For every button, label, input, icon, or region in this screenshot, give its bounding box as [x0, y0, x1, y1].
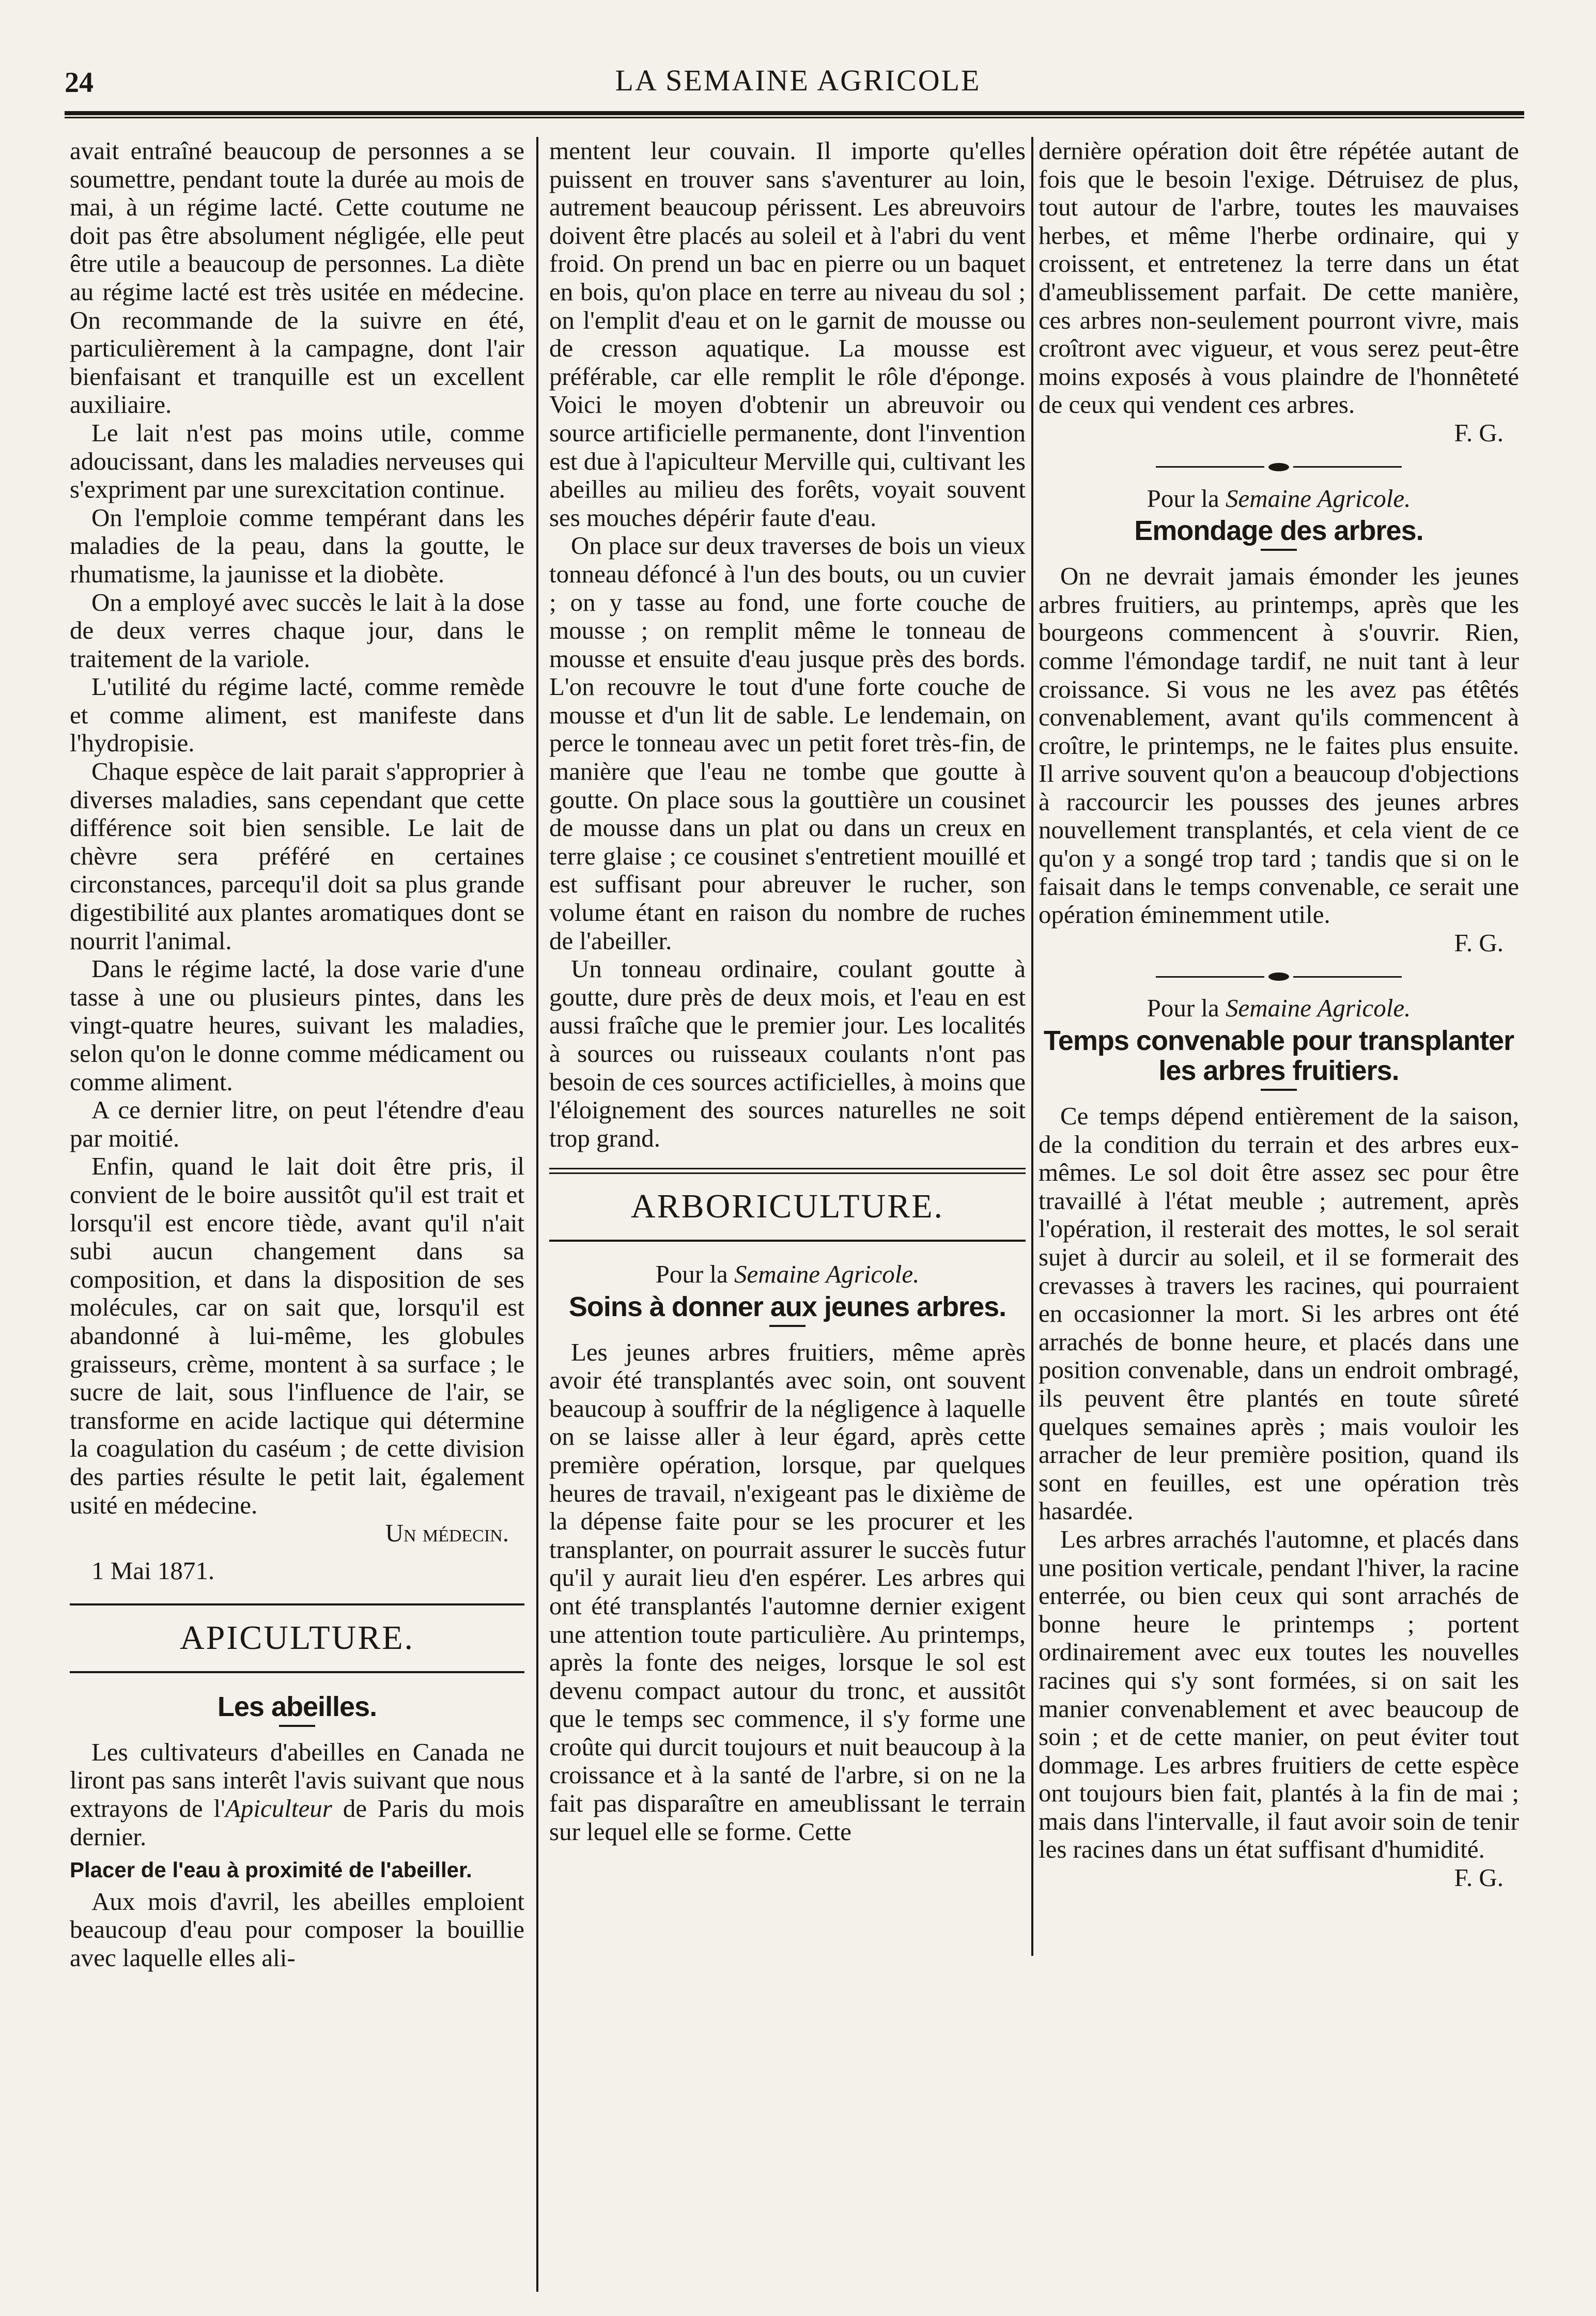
article-paragraph: Aux mois d'avril, les abeilles emploient beaucoup d'eau pour composer la bouillie avec laquelle elles ali- [70, 1887, 524, 1972]
article-paragraph: Ce temps dépend entièrement de la saison, de la condition du terrain et des arbres eux-mêmes. Le sol doit être assez sec pour être travaillé à l'état meuble ; autrement, après l'opération, il resterait des mottes, le sol serait sujet à durcir au soleil, et il se formerait des crevasses à travers les racines, qui pourraient en occasionner la mort. Si les arbres ont été arrachés de bonne heure, et placés dans une position convenable, dans un endroit ombragé, ils peuvent être plantés en toute sûreté quelques semaines après ; mais vouloir les arracher de leur première position, quand ils sont en feuilles, est une opération très hasardée. [1039, 1102, 1519, 1525]
ornament-divider [1039, 972, 1519, 981]
article-date: 1 Mai 1871. [91, 1556, 215, 1585]
article-paragraph: dernière opération doit être répétée autant de fois que le besoin l'exige. Détruisez de plus, tout autour de l'arbre, toutes les mauvaises herbes, et même l'herbe ordinaire, qui y croissent, et entretenez la terre dans un état d'ameublissement parfait. De cette manière, ces arbres non-seulement pourront vivre, mais croîtront avec vigueur, et vous serez peut-être moins exposés à vous plaindre de l'honnêteté de ceux qui vendent ces arbres. [1039, 137, 1519, 419]
article-title: Temps convenable pour transplanter les arbres fruitiers. [1043, 1025, 1514, 1087]
column-divider [1031, 137, 1033, 1956]
title-dash [1261, 549, 1297, 551]
article-paragraph: avait entraîné beaucoup de personnes a se soumettre, pendant toute la durée au mois de mai, à un régime lacté. Cette coutume ne doit pas être absolument négligée, elle peut être utile a beaucoup de personnes. La diète au régime lacté est très usitée en médecine. On recommande de la suivre en été, particulièrement à la campagne, dont l'air bienfaisant et tranquille est un excellent auxiliaire. [70, 137, 524, 419]
article-paragraph: On a employé avec succès le lait à la dose de deux verres chaque jour, dans le traitement de la variole. [70, 588, 524, 673]
section-heading: ARBORICULTURE. [630, 1187, 944, 1226]
article-title: Soins à donner aux jeunes arbres. [568, 1291, 1006, 1322]
article-paragraph: Dans le régime lacté, la dose varie d'une tasse à une ou plusieurs pintes, dans les vingt-quatre heures, suivant les maladies, selon qu'on le donne comme médicament ou comme aliment. [70, 954, 524, 1096]
article-credit [1039, 485, 1519, 513]
article-title: Les abeilles. [217, 1691, 377, 1722]
article-paragraph: Enfin, quand le lait doit être pris, il convient de le boire aussitôt qu'il est trait et lorsqu'il est encore tiède, avant qu'il n'ait subi aucun changement dans sa composition, et dans la disposition de ses molécules, car on sait que, lorsqu'il est abandonné à lui-même, les globules graisseurs, crème, montent à sa surface ; le sucre de lait, sous l'influence de l'air, se transforme en acide lactique qui détermine la coagulation du caséum ; de cette division des parties résulte le petit lait, également usité en médecine. [70, 1152, 524, 1519]
article-credit [1039, 994, 1519, 1023]
article-paragraph: A ce dernier litre, on peut l'étendre d'eau par moitié. [70, 1095, 524, 1152]
section-rule [70, 1671, 524, 1673]
article-signature: Un médecin. [385, 1519, 509, 1548]
newspaper-title: LA SEMAINE AGRICOLE [615, 64, 981, 97]
section-double-rule [549, 1168, 1026, 1174]
ornament-divider [1039, 463, 1519, 471]
article-paragraph: On l'emploie comme tempérant dans les maladies de la peau, dans la goutte, le rhumatisme, la jaunisse et la diobète. [70, 503, 524, 588]
credit-text: Pour la [1146, 994, 1219, 1023]
article-text: de Paris du mois dernier. [70, 1794, 524, 1851]
header-rule [65, 111, 1524, 118]
section-rule [549, 1240, 1026, 1242]
title-dash [279, 1725, 315, 1727]
credit-publication: Semaine Agricole. [1226, 484, 1411, 513]
source-name: Apiculteur [225, 1794, 332, 1823]
page-number: 24 [65, 67, 94, 99]
section-heading: APICULTURE. [179, 1619, 415, 1657]
article-text: Les cultivateurs d'abeilles en Canada ne liront pas sans interêt l'avis suivant que nous extrayons de l' [70, 1737, 524, 1823]
article-signature: F. G. [1454, 1863, 1504, 1892]
article-paragraph: Les arbres arrachés l'automne, et placés dans une position verticale, pendant l'hiver, la racine enterrée, ou bien ceux qui sont arrachés de bonne heure le printemps ; portent ordinairement avec eux toutes les nouvelles racines qui s'y sont formées, si on sait les manier convenablement et avec beaucoup de soin ; et de cette manier, on peut éviter tout dommage. Les arbres fruitiers de cette espèce ont toujours bien fait, plantés à la fin de mai ; mais dans l'intervalle, il faut avoir soin de tenir les racines dans un état suffisant d'humidité. [1039, 1524, 1519, 1864]
article-signature: F. G. [1454, 928, 1504, 957]
article-paragraph: Les jeunes arbres fruitiers, même après avoir été transplantés avec soin, ont souvent beaucoup à souffrir de la négligence à laquelle on se laisse aller à leur égard, après cette première opération, lorsque, par quelques heures de travail, n'exigeant pas le dixième de la dépense faite pour se les procurer et les transplanter, on pourrait assurer le succès futur qu'il y aurait lieu d'en espérer. Les arbres qui ont été transplantés l'automne dernier exigent une attention toute particulière. Au printemps, après la fonte des neiges, lorsque le sol est devenu compact autour du tronc, et aussitôt que le temps sec commence, il s'y forme une croûte qui durcit toujours et nuit beaucoup à la croissance et à la santé de l'arbre, si on ne la fait pas disparaître en ameublissant le terrain sur lequel elle se forme. Cette [549, 1337, 1026, 1846]
section-rule [70, 1603, 524, 1605]
credit-publication: Semaine Agricole. [734, 1259, 920, 1288]
article-paragraph: mentent leur couvain. Il importe qu'elles puissent en trouver sans s'aventurer au loin, autrement beaucoup périssent. Les abreuvoirs doivent être placés au soleil et à l'abri du vent froid. On prend un bac en pierre ou un baquet en bois, qu'on place en terre au niveau du sol ; on l'emplit d'eau et on le garnit de mousse ou de cresson aquatique. La mousse est préférable, car elle remplit le rôle d'éponge. Voici le moyen d'obtenir un abreuvoir ou source artificielle permanente, dont l'invention est due à l'apiculteur Merville qui, cultivant les abeilles au milieu des forêts, voyait souvent ses mouches dépérir faute d'eau. [549, 137, 1026, 532]
title-dash [1261, 1089, 1297, 1091]
article-paragraph: On place sur deux traverses de bois un vieux tonneau défoncé à l'un des bouts, ou un cuvier ; on y tasse au fond, une forte couche de mousse ; on remplit même le tonneau de mousse et ensuite d'eau jusque près des bords. L'on recouvre le tout d'une forte couche de mousse et d'un lit de sable. Le lendemain, on perce le tonneau avec un petit foret très-fin, de manière que l'eau ne tombe que goutte à goutte. On place sous la gouttière un cousinet de mousse dans un plat ou dans un creux en terre glaise ; ce cousinet s'entretient mouillé et est suffisant pour abreuver le rucher, son volume étant en raison du nombre de ruches de l'abeiller. [549, 531, 1026, 955]
article-credit [549, 1260, 1026, 1289]
credit-text: Pour la [655, 1259, 728, 1288]
article-paragraph: Le lait n'est pas moins utile, comme adoucissant, dans les maladies nerveuses qui s'expriment par une surexcitation continue. [70, 418, 524, 504]
column-3 [1039, 137, 1519, 2292]
column-2 [549, 137, 1026, 2292]
article-paragraph: Un tonneau ordinaire, coulant goutte à goutte, dure près de deux mois, et l'eau en est aussi fraîche que le premier jour. Les localités à sources ou ruisseaux coulants n'ont pas besoin de ces sources actificielles, à moins que l'éloignement des sources naturelles ne soit trop grand. [549, 954, 1026, 1152]
column-1 [70, 137, 524, 2292]
title-dash [769, 1325, 805, 1327]
article-paragraph: L'utilité du régime lacté, comme remède et comme aliment, est manifeste dans l'hydropisie. [70, 672, 524, 758]
article-paragraph [70, 1738, 524, 1851]
article-title: Emondage des arbres. [1134, 515, 1423, 547]
credit-publication: Semaine Agricole. [1226, 994, 1411, 1023]
article-paragraph: On ne devrait jamais émonder les jeunes arbres fruitiers, au printemps, après que les bourgeons commencent à s'ouvrir. Rien, comme l'émondage tardif, ne nuit tant à leur croissance. Si vous ne les avez pas étêtés convenablement, avant qu'ils commencent à croître, le printemps, ne le faites plus ensuite. Il arrive souvent qu'on a beaucoup d'objections à raccourcir les pousses des jeunes arbres nouvellement transplantés, et cela vient de ce qu'on y a songé trop tard ; tandis que si on le faisait dans le temps convenable, ce serait une opération éminemment utile. [1039, 562, 1519, 929]
column-divider [536, 137, 538, 2292]
article-subheading: Placer de l'eau à proximité de l'abeiller. [70, 1858, 472, 1882]
credit-text: Pour la [1146, 484, 1219, 513]
article-paragraph: Chaque espèce de lait parait s'approprier à diverses maladies, sans cependant que cette différence soit bien sensible. Le lait de chèvre sera préféré en certaines circonstances, parcequ'il doit sa plus grande digestibilité aux plantes aromatiques dont se nourrit l'animal. [70, 757, 524, 955]
article-signature: F. G. [1454, 418, 1504, 447]
